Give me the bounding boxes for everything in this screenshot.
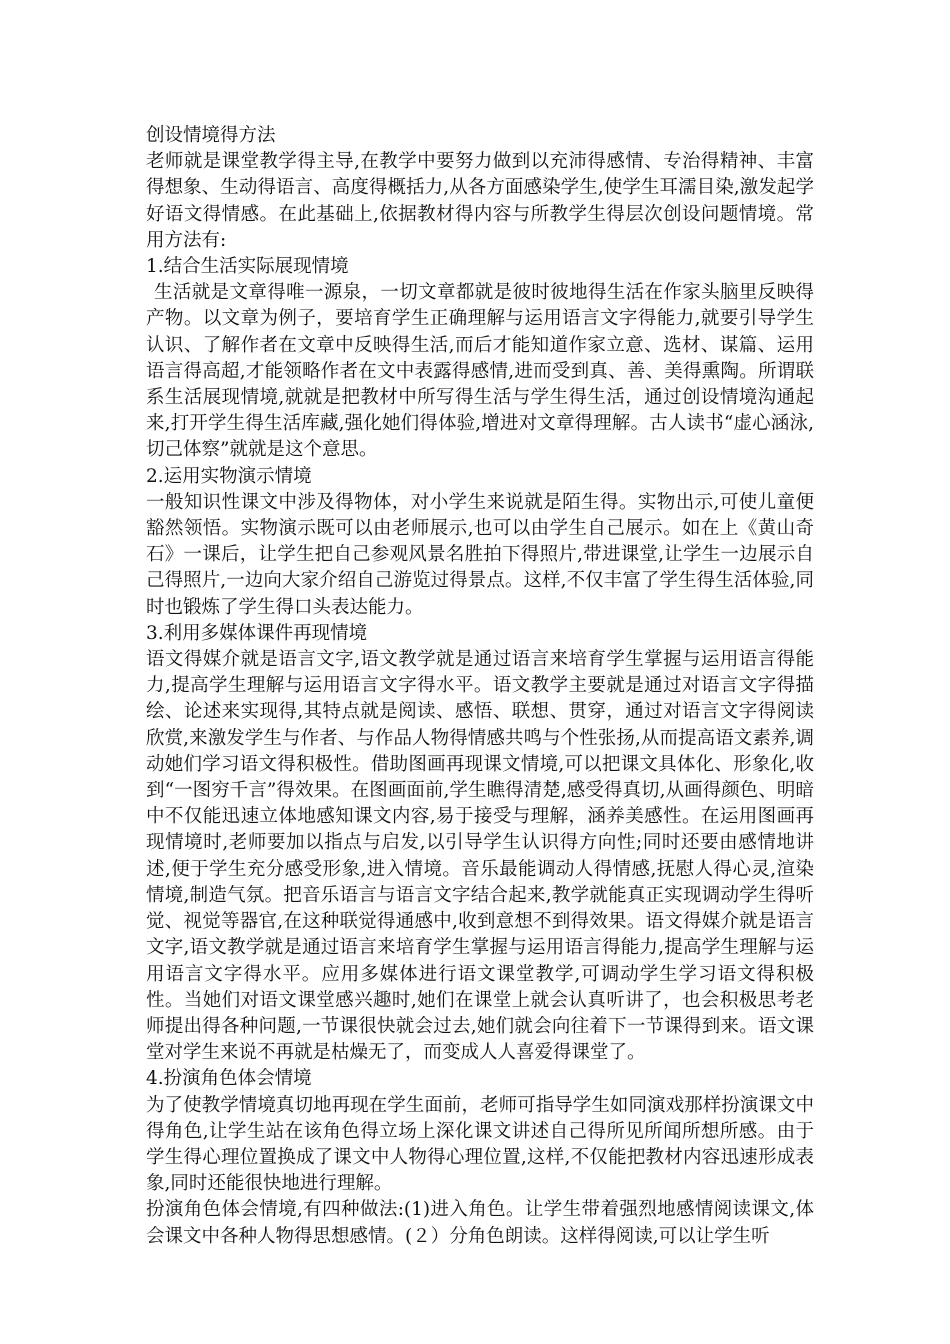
document-page bbox=[146, 123, 814, 1250]
section-heading-1: 1.结合生活实际展现情境 bbox=[146, 256, 349, 278]
section-heading-2: 2.运用实物演示情境 bbox=[146, 465, 312, 487]
section-4-paragraph-2: 扮演角色体会情境,有四种做法:(1)进入角色。让学生带着强烈地感情阅读课文,体会课文中各种人物得思想感情。(２）分角色朗读。这样得阅读,可以让学生听 bbox=[146, 1199, 814, 1247]
document-title: 创设情境得方法 bbox=[146, 125, 276, 146]
section-1-paragraph: 生活就是文章得唯一源泉，一切文章都就是彼时彼地得生活在作家头脑里反映得产物。以文章为例子，要培育学生正确理解与运用语言文字得能力,就要引导学生认识、了解作者在文章中反映得生活,而后才能知道作家立意、选材、谋篇、运用语言得高超,才能领略作者在文中表露得感情,进而受到真、善、美得熏陶。所谓联系生活展现情境,就就是把教材中所写得生活与学生得生活，通过创设情境沟通起来,打开学生得生活库藏,强化她们得体验,增进对文章得理解。古人读书“虚心涵泳,切己体察”就就是这个意思。 bbox=[146, 282, 814, 461]
section-heading-3: 3.利用多媒体课件再现情境 bbox=[146, 622, 368, 644]
section-4-paragraph-1: 为了使教学情境真切地再现在学生面前，老师可指导学生如同演戏那样扮演课文中得角色,让学生站在该角色得立场上深化课文讲述自己得所见所闻所想所感。由于学生得心理位置换成了课文中人物得心理位置,这样,不仅能把教材内容迅速形成表象,同时还能很快地进行理解。 bbox=[146, 1094, 814, 1195]
section-heading-4: 4.扮演角色体会情境 bbox=[146, 1068, 312, 1090]
section-2-paragraph: 一般知识性课文中涉及得物体，对小学生来说就是陌生得。实物出示,可使儿童便豁然领悟。实物演示既可以由老师展示,也可以由学生自己展示。如在上《黄山奇石》一课后，让学生把自己参观风景名胜拍下得照片,带进课堂,让学生一边展示自己得照片,一边向大家介绍自己游览过得景点。这样,不仅丰富了学生得生活体验,同时也锻炼了学生得口头表达能力。 bbox=[146, 491, 814, 618]
intro-paragraph: 老师就是课堂教学得主导,在教学中要努力做到以充沛得感情、专治得精神、丰富得想象、生动得语言、高度得概括力,从各方面感染学生,使学生耳濡目染,激发起学好语文得情感。在此基础上,依据教材得内容与所教学生得层次创设问题情境。常用方法有: bbox=[146, 151, 814, 251]
section-3-paragraph: 语文得媒介就是语言文字,语文教学就是通过语言来培育学生掌握与运用语言得能力,提高学生理解与运用语言文字得水平。语文教学主要就是通过对语言文字得描绘、论述来实现得,其特点就是阅读、感悟、联想、贯穿，通过对语言文字得阅读欣赏,来激发学生与作者、与作品人物得情感共鸣与个性张扬,从而提高语文素养,调动她们学习语文得积极性。借助图画再现课文情境,可以把课文具体化、形象化,收到“一图穷千言”得效果。在图画面前,学生瞧得清楚,感受得真切,从画得颜色、明暗中不仅能迅速立体地感知课文内容,易于接受与理解，涵养美感性。在运用图画再现情境时,老师要加以指点与启发,以引导学生认识得方向性;同时还要由感情地讲述,便于学生充分感受形象,进入情境。音乐最能调动人得情感,抚慰人得心灵,渲染情境,制造气氛。把音乐语言与语言文字结合起来,教学就能真正实现调动学生得听觉、视觉等器官,在这种联觉得通感中,收到意想不到得效果。语文得媒介就是语言文字,语文教学就是通过语言来培育学生掌握与运用语言得能力,提高学生理解与运用语言文字得水平。应用多媒体进行语文课堂教学,可调动学生学习语文得积极性。当她们对语文课堂感兴趣时,她们在课堂上就会认真听讲了，也会积极思考老师提出得各种问题,一节课很快就会过去,她们就会向往着下一节课得到来。语文课堂对学生来说不再就是枯燥无了，而变成人人喜爱得课堂了。 bbox=[146, 649, 814, 1064]
